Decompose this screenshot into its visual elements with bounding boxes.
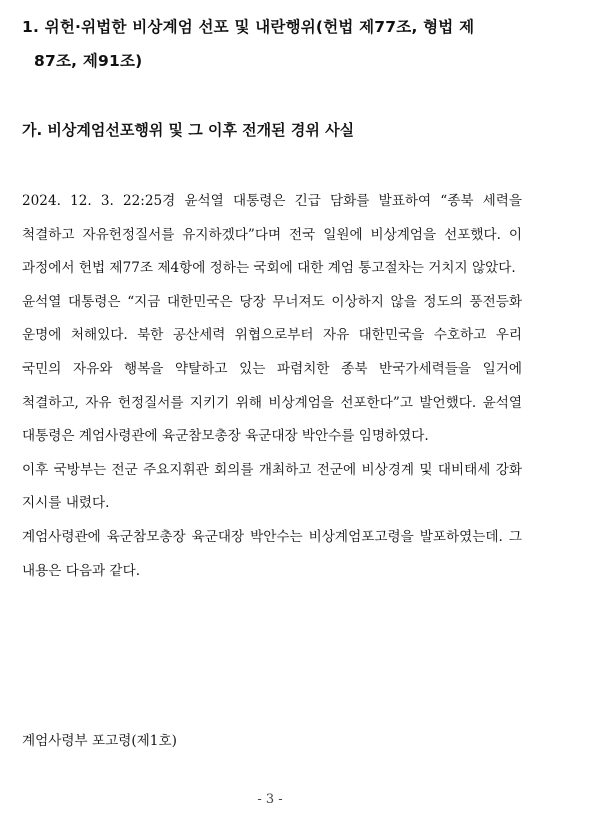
subsection-heading: 가. 비상계엄선포행위 및 그 이후 전개된 경위 사실 xyxy=(22,121,355,139)
section-heading-line-1: 1. 위헌·위법한 비상계엄 선포 및 내란행위(헌법 제77조, 형법 제 xyxy=(22,18,475,36)
paragraph-3: 이후 국방부는 전군 주요지휘관 회의를 개최하고 전군에 비상경계 및 대비태세 강화 지시를 내렸다. xyxy=(22,461,522,512)
section-heading-line-2: 87조, 제91조) xyxy=(34,52,143,70)
paragraph-2: 윤석열 대통령은 “지금 대한민국은 당장 무너져도 이상하지 않을 정도의 풍전등화 운명에 처해있다. 북한 공산세력 위협으로부터 자유 대한민국을 수호하고 우리 국민의 자유와 행복을 약탈하고 있는 파렴치한 종북 반국가세력들을 일거에 척결하고, 자유 헌정질서를 지키기 위해 비상계엄을 선포한다”고 발언했다. 윤석열 대통령은 계엄사령관에 육군참모총장 육군대장 박안수를 임명하였다. xyxy=(22,293,522,445)
section-heading xyxy=(22,10,582,78)
body-text xyxy=(22,185,522,588)
decree-title: 계엄사령부 포고령(제1호) xyxy=(22,733,177,749)
paragraph-4: 계엄사령관에 육군참모총장 육군대장 박안수는 비상계엄포고령을 발포하였는데. 그 내용은 다음과 같다. xyxy=(22,528,522,579)
paragraph-1: 2024. 12. 3. 22:25경 윤석열 대통령은 긴급 담화를 발표하여 “종북 세력을 척결하고 자유헌정질서를 유지하겠다”다며 전국 일원에 비상계엄을 선포했다. 이 과정에서 헌법 제77조 제4항에 정하는 국회에 대한 계엄 통고절차는 거치지 않았다. xyxy=(22,193,522,277)
page-number: - 3 - xyxy=(257,792,283,807)
